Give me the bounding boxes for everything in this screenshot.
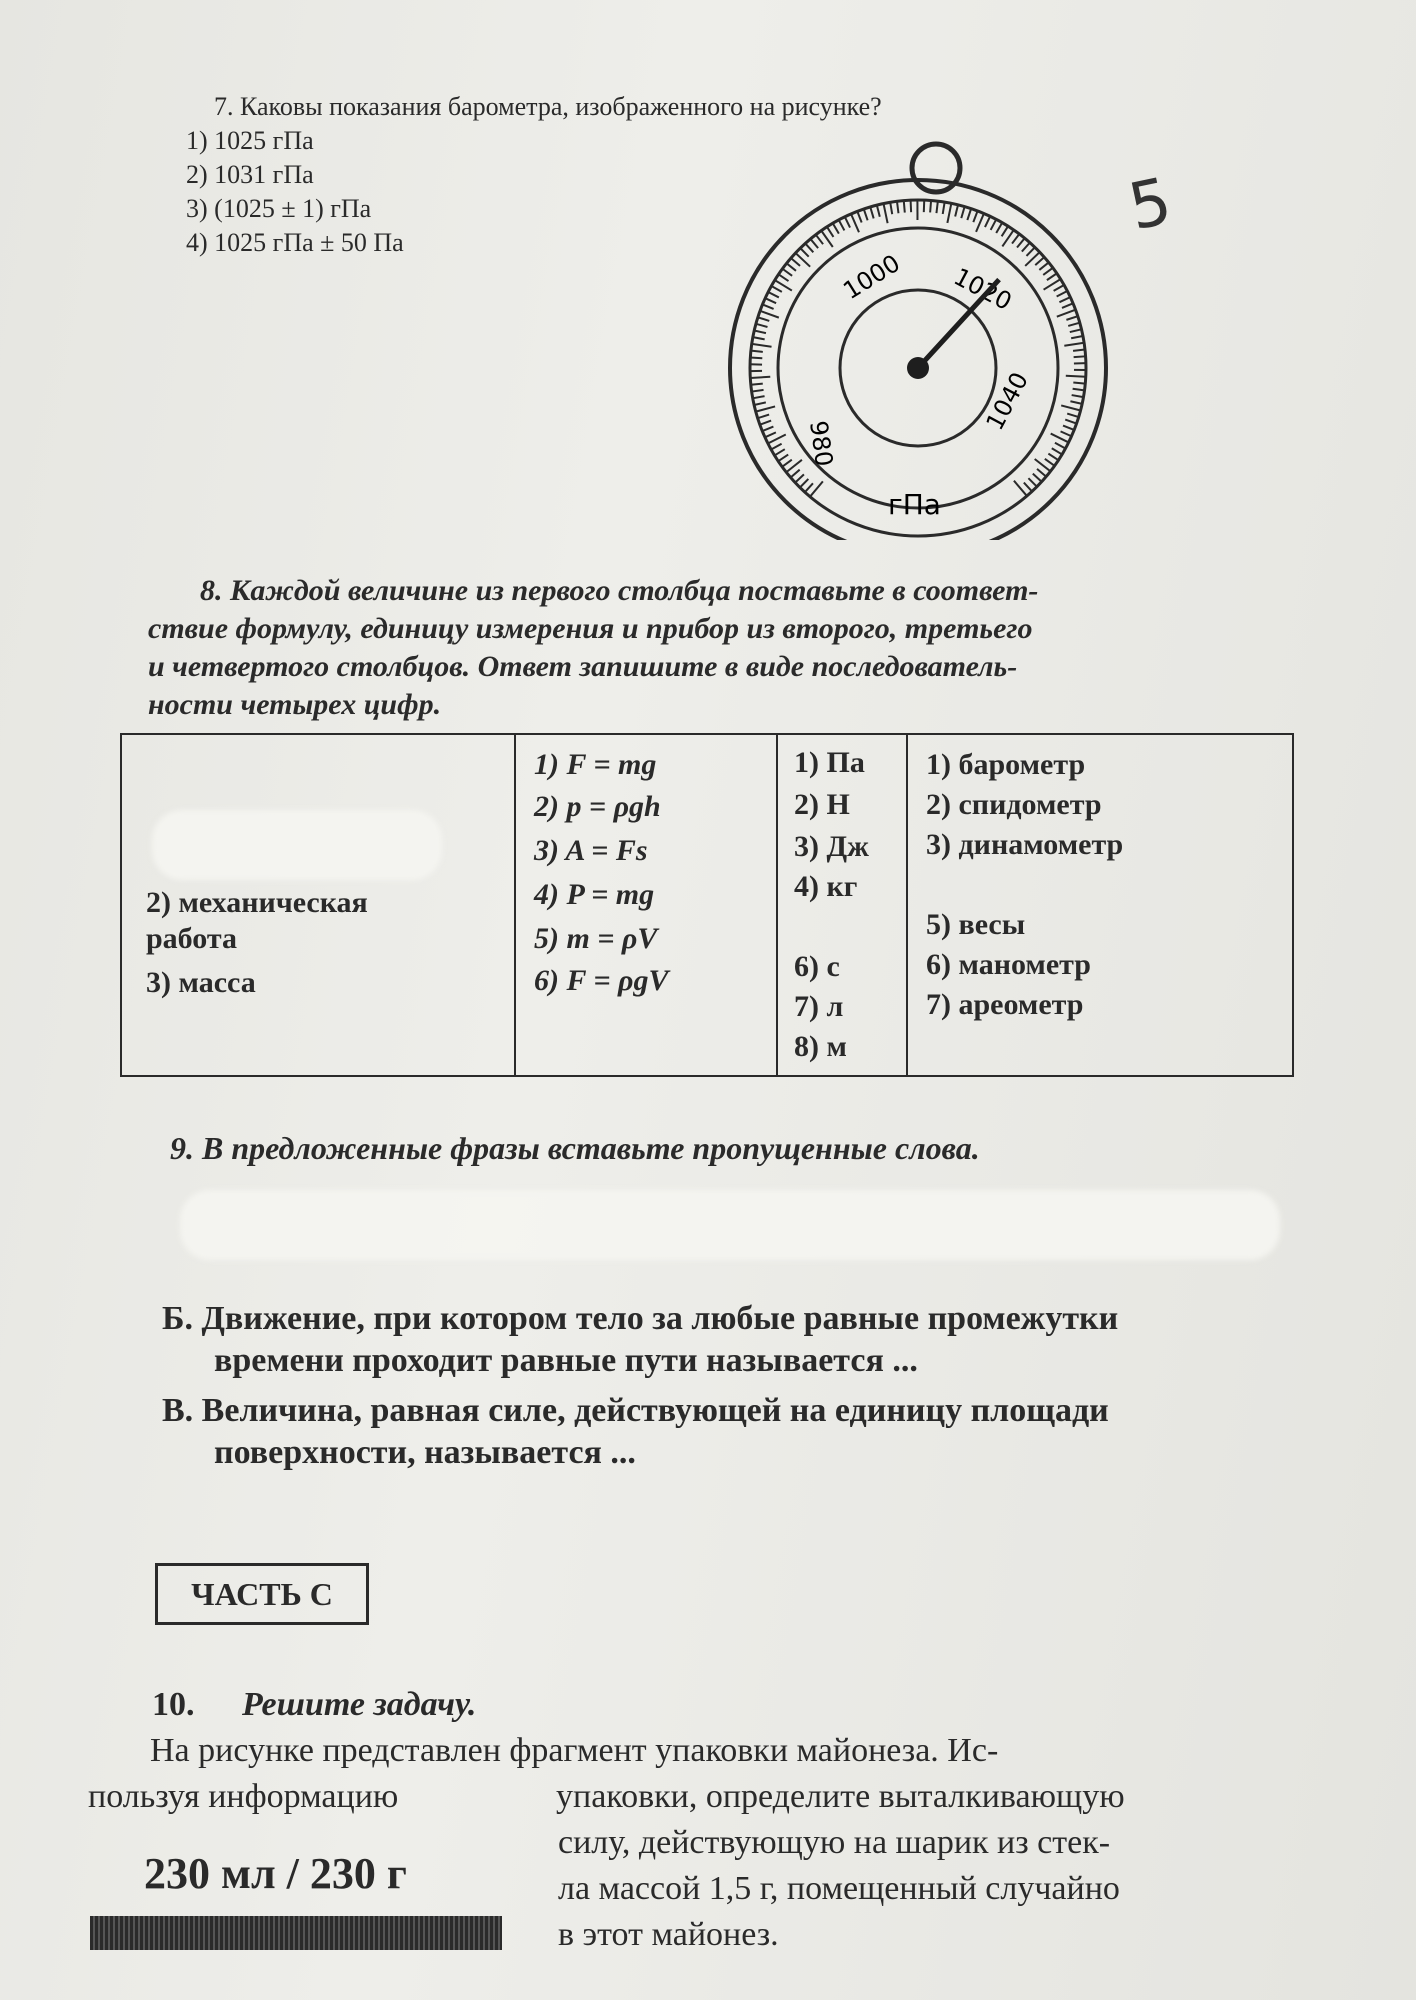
gauge-tick — [752, 344, 772, 347]
col3-item: 6) с — [794, 950, 840, 983]
gauge-tick — [1051, 434, 1069, 443]
gauge-tick — [760, 421, 771, 425]
col2-item: 4) P = mg — [534, 878, 655, 911]
q7-question: 7. Каковы показания барометра, изображенного на рисунке? — [214, 92, 882, 121]
gauge-tick — [1070, 329, 1082, 332]
gauge-tick — [1048, 454, 1058, 461]
gauge-tick — [1052, 448, 1062, 454]
gauge-tick — [870, 207, 873, 219]
gauge-tick — [1064, 343, 1084, 346]
barometer-hub — [907, 357, 929, 379]
gauge-tick — [1045, 459, 1055, 466]
gauge-tick — [753, 396, 765, 398]
gauge-tick — [754, 402, 766, 405]
gauge-tick — [904, 201, 905, 213]
gauge-tick — [976, 213, 984, 231]
gauge-tick — [851, 214, 859, 232]
gauge-tick — [760, 311, 779, 318]
gauge-tick — [890, 202, 892, 214]
gauge-tick — [765, 432, 776, 437]
q7-option-2: 2) 1031 гПа — [186, 160, 314, 189]
gauge-tick — [955, 205, 958, 217]
gauge-tick — [1037, 469, 1046, 477]
gauge-tick — [936, 201, 937, 213]
gauge-tick — [1054, 285, 1064, 291]
gauge-tick — [845, 217, 850, 228]
gauge-tick — [1059, 297, 1070, 302]
q8-line-1: 8. Каждой величине из первого столбца поставьте в соответ- — [200, 574, 1039, 607]
handwritten-answer: 5 — [1122, 164, 1178, 246]
erased-area — [180, 1190, 1280, 1260]
col3-item: 8) м — [794, 1030, 847, 1063]
gauge-tick — [1067, 414, 1078, 418]
package-label: 230 мл / 230 г — [144, 1849, 407, 1898]
col2-item: 3) A = Fs — [534, 834, 648, 867]
gauge-tick — [1071, 336, 1083, 338]
gauge-tick — [795, 474, 804, 482]
gauge-label-980: 980 — [804, 418, 839, 469]
col3-item: 7) л — [794, 990, 844, 1023]
gauge-tick — [758, 415, 769, 419]
gauge-tick — [787, 263, 796, 270]
gauge-tick — [1073, 389, 1085, 391]
gauge-tick — [751, 384, 763, 385]
gauge-tick — [1070, 401, 1082, 404]
gauge-tick — [791, 470, 800, 478]
gauge-tick — [762, 304, 773, 309]
col3-item: 3) Дж — [794, 830, 869, 863]
gauge-tick — [762, 427, 773, 432]
gauge-tick — [1066, 316, 1077, 320]
gauge-tick — [947, 203, 951, 223]
col4-item: 7) ареометр — [926, 988, 1084, 1021]
gauge-tick — [771, 444, 781, 450]
col2-item: 6) F = ρgV — [534, 964, 669, 997]
q9-b-line-1: Б. Движение, при котором тело за любые равные промежутки — [162, 1300, 1119, 1337]
q7-option-1: 1) 1025 гПа — [186, 126, 314, 155]
gauge-tick — [1074, 356, 1086, 357]
gauge-tick — [816, 235, 823, 245]
gauge-tick — [771, 286, 781, 292]
gauge-tick — [754, 330, 766, 333]
matching-table — [120, 733, 1294, 1077]
gauge-tick — [1024, 483, 1032, 492]
col4-item: 1) барометр — [926, 748, 1086, 781]
gauge-tick — [827, 227, 834, 237]
col3-item: 1) Па — [794, 746, 865, 779]
q10-number: 10. — [152, 1686, 195, 1723]
col4-item: 6) манометр — [926, 948, 1091, 981]
gauge-tick — [884, 204, 888, 224]
gauge-tick — [800, 248, 808, 257]
barometer-gauge — [700, 140, 1130, 540]
gauge-tick — [1068, 323, 1080, 326]
gauge-tick — [1012, 234, 1019, 244]
gauge-tick — [1033, 474, 1042, 482]
gauge-tick — [973, 211, 977, 222]
gauge-label-1000: 1000 — [838, 248, 905, 306]
gauge-tick — [768, 292, 779, 297]
gauge-label-1040: 1040 — [980, 367, 1034, 435]
gauge-tick — [1028, 478, 1036, 486]
gauge-tick — [1061, 431, 1072, 436]
q8-line-4: ности четырех цифр. — [148, 688, 442, 721]
gauge-tick — [1072, 395, 1084, 397]
gauge-tick — [1022, 243, 1030, 252]
barometer-needle — [918, 280, 999, 368]
q9-title: 9. В предложенные фразы вставьте пропущенные слова. — [170, 1130, 980, 1166]
gauge-tick — [877, 205, 880, 217]
gauge-tick — [1017, 238, 1025, 247]
package-barcode-strip — [90, 1916, 502, 1950]
gauge-tick — [1073, 350, 1085, 351]
q10-line-4: ла массой 1,5 г, помещенный случайно — [558, 1870, 1120, 1907]
gauge-tick — [1039, 262, 1048, 270]
q8-line-2: ствие формулу, единицу измерения и прибор из второго, третьего — [148, 612, 1033, 645]
gauge-tick — [911, 200, 912, 212]
col2-item: 1) F = mg — [534, 748, 657, 781]
q10-title: Решите задачу. — [242, 1686, 477, 1723]
gauge-tick — [839, 220, 845, 231]
gauge-tick — [751, 351, 763, 352]
gauge-tick — [752, 390, 764, 392]
q10-line-2-right: упаковки, определите выталкивающую — [556, 1778, 1125, 1815]
gauge-tick — [1061, 405, 1080, 410]
gauge-tick — [1066, 376, 1086, 377]
gauge-tick — [996, 223, 1002, 233]
gauge-tick — [1027, 247, 1035, 256]
gauge-tick — [961, 207, 964, 219]
gauge-tick — [805, 483, 813, 492]
gauge-tick — [778, 455, 788, 462]
gauge-tick — [1043, 268, 1053, 275]
gauge-label-1020: 1020 — [949, 262, 1017, 316]
q9-v-line-2: поверхности, называется ... — [214, 1434, 636, 1471]
gauge-tick — [1002, 226, 1008, 236]
gauge-tick — [756, 324, 768, 327]
gauge-tick — [1073, 382, 1085, 383]
col3-item: 4) кг — [794, 870, 858, 903]
gauge-tick — [991, 219, 997, 230]
gauge-tick — [833, 223, 839, 233]
gauge-tick — [782, 269, 792, 276]
gauge-tick — [1062, 303, 1073, 308]
col4-item: 5) весы — [926, 908, 1026, 941]
q10-line-2-left: пользуя информацию — [88, 1778, 399, 1815]
col1-item: 2) механическая — [146, 886, 368, 919]
gauge-tick — [1065, 420, 1076, 424]
gauge-tick — [1035, 257, 1044, 265]
gauge-tick — [1057, 291, 1068, 297]
col2-item: 2) p = ρgh — [534, 790, 661, 823]
gauge-tick — [750, 357, 762, 358]
q10-line-5: в этот майонез. — [558, 1916, 779, 1953]
col3-item: 2) Н — [794, 788, 850, 821]
gauge-tick — [1047, 273, 1057, 280]
q9-b-line-2: времени проходит равные пути называется ... — [214, 1342, 918, 1379]
col2-item: 5) m = ρV — [534, 922, 658, 955]
gauge-tick — [897, 201, 899, 213]
col4-item: 3) динамометр — [926, 828, 1124, 861]
gauge-tick — [805, 243, 813, 252]
col1-item: 3) масса — [146, 966, 256, 999]
gauge-tick — [779, 274, 789, 281]
gauge-tick — [810, 239, 818, 248]
gauge-tick — [791, 258, 800, 266]
gauge-tick — [753, 337, 765, 339]
gauge-tick — [782, 460, 792, 467]
gauge-tick — [1063, 426, 1074, 430]
q7-option-3: 3) (1025 ± 1) гПа — [186, 194, 372, 223]
gauge-tick — [864, 209, 868, 220]
gauge-tick — [967, 209, 971, 220]
gauge-tick — [930, 201, 931, 213]
erased-area — [152, 810, 442, 880]
gauge-tick — [756, 406, 775, 411]
col1-item: работа — [146, 922, 237, 955]
gauge-unit-label: гПа — [888, 488, 941, 521]
gauge-tick — [800, 479, 808, 488]
gauge-tick — [775, 449, 785, 455]
gauge-tick — [857, 211, 861, 222]
q8-line-3: и четвертого столбцов. Ответ запишите в виде последователь- — [148, 650, 1018, 683]
q10-line-3: силу, действующую на шарик из стек- — [558, 1824, 1111, 1861]
gauge-tick — [750, 377, 770, 378]
col4-item: 2) спидометр — [926, 788, 1102, 821]
q10-line-1: На рисунке представлен фрагмент упаковки майонеза. Ис- — [150, 1732, 999, 1769]
gauge-tick — [1055, 443, 1066, 449]
part-c-heading: ЧАСТЬ С — [155, 1563, 369, 1625]
gauge-tick — [758, 317, 769, 321]
q7-option-4: 4) 1025 гПа ± 50 Па — [186, 228, 404, 257]
gauge-tick — [943, 202, 945, 214]
barometer-ticks — [750, 200, 1086, 497]
gauge-tick — [985, 216, 990, 227]
q9-v-line-1: В. Величина, равная силе, действующей на единицу площади — [162, 1392, 1109, 1429]
gauge-tick — [1057, 310, 1076, 317]
gauge-tick — [765, 298, 776, 303]
